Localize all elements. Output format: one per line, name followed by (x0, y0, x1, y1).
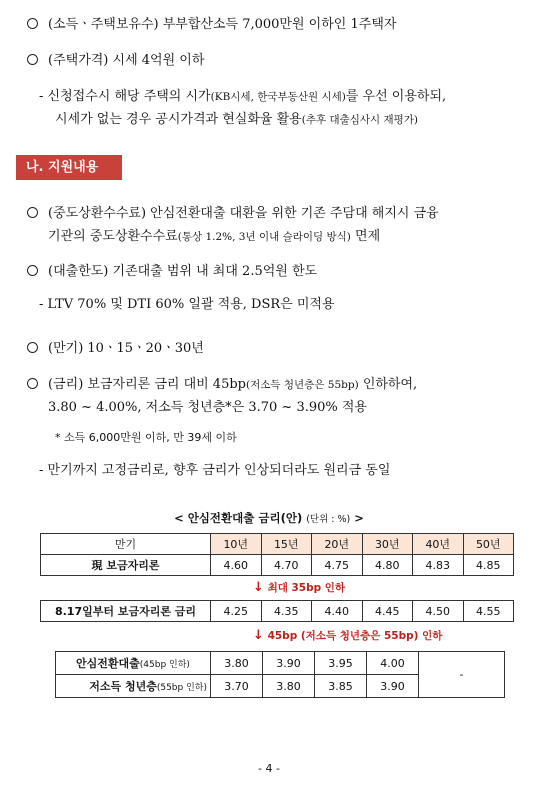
period-cell: 15년 (261, 534, 312, 555)
section-header: 나. 지원내용 (16, 155, 122, 180)
house-price-note-line1: - 신청접수시 해당 주택의 시가(KB시세, 한국부동산원 시세)를 우선 이용하되, (39, 89, 447, 104)
circle-bullet-icon (27, 342, 38, 353)
period-cell: 30년 (362, 534, 413, 555)
rate-table-middle (40, 600, 514, 622)
circle-bullet-icon (27, 378, 38, 389)
row-label: 8.17일부터 보금자리론 금리 (41, 601, 211, 622)
reduction-note-1: ↓ 최대 35bp 인하 (253, 580, 346, 595)
value-cell: 4.45 (362, 601, 413, 622)
house-price-note-line2: 시세가 없는 경우 공시가격과 현실화율 활용(추후 대출심사시 재평가) (55, 112, 419, 127)
value-cell: 3.85 (315, 675, 367, 698)
circle-bullet-icon (27, 18, 38, 29)
reduction-note-2: ↓ 45bp (저소득 청년층은 55bp) 인하 (253, 628, 443, 643)
value-cell: 3.70 (211, 675, 263, 698)
na-cell: - (419, 652, 505, 698)
loan-limit-item: (대출한도) 기존대출 범위 내 최대 2.5억원 한도 (27, 263, 317, 281)
house-price-item: (주택가격) 시세 4억원 이하 (27, 52, 204, 70)
value-cell: 4.70 (261, 555, 312, 576)
loan-limit-note: - LTV 70% 및 DTI 60% 일괄 적용, DSR은 미적용 (39, 297, 335, 312)
maturity-item: (만기) 10ㆍ15ㆍ20ㆍ30년 (27, 340, 204, 358)
prepay-fee-line2: 기관의 중도상환수수료(통상 1.2%, 3년 이내 슬라이딩 방식) 면제 (48, 229, 381, 244)
circle-bullet-icon (27, 54, 38, 65)
arrow-down-icon: ↓ (253, 628, 264, 643)
value-cell: 3.95 (315, 652, 367, 675)
value-cell: 4.75 (312, 555, 363, 576)
circle-bullet-icon (27, 207, 38, 218)
table-header-row (41, 534, 514, 555)
value-cell: 4.80 (362, 555, 413, 576)
rate-item: (금리) 보금자리론 금리 대비 45bp(저소득 청년층은 55bp) 인하하여, (27, 376, 417, 394)
header-label: 만기 (41, 534, 211, 555)
value-cell: 3.90 (263, 652, 315, 675)
circle-bullet-icon (27, 265, 38, 276)
table-title: < 안심전환대출 금리(안) (단위 : %) > (174, 511, 364, 525)
value-cell: 3.80 (263, 675, 315, 698)
fixed-rate-note: - 만기까지 고정금리로, 향후 금리가 인상되더라도 원리금 동일 (39, 463, 391, 478)
table-row (41, 601, 514, 622)
value-cell: 4.60 (211, 555, 262, 576)
row-label: 안심전환대출(45bp 인하) (56, 652, 211, 675)
period-cell: 10년 (211, 534, 262, 555)
table-row (41, 555, 514, 576)
rate-line2: 3.80 ~ 4.00%, 저소득 청년층*은 3.70 ~ 3.90% 적용 (48, 400, 367, 415)
value-cell: 3.80 (211, 652, 263, 675)
period-cell: 40년 (413, 534, 464, 555)
value-cell: 4.35 (261, 601, 312, 622)
value-cell: 4.55 (463, 601, 514, 622)
prepay-fee-item: (중도상환수수료) 안심전환대출 대환을 위한 기존 주담대 해지시 금융 (27, 205, 439, 223)
rate-table-bottom (55, 651, 505, 698)
rate-table-top (40, 533, 514, 576)
period-cell: 50년 (463, 534, 514, 555)
value-cell: 4.40 (312, 601, 363, 622)
value-cell: 3.90 (367, 675, 419, 698)
table-row (56, 652, 505, 675)
rate-footnote: * 소득 6,000만원 이하, 만 39세 이하 (55, 431, 237, 444)
period-cell: 20년 (312, 534, 363, 555)
value-cell: 4.25 (211, 601, 262, 622)
value-cell: 4.00 (367, 652, 419, 675)
row-label: 現 보금자리론 (41, 555, 211, 576)
eligibility-item: (소득ㆍ주택보유수) 부부합산소득 7,000만원 이하인 1주택자 (27, 16, 396, 34)
arrow-down-icon: ↓ (253, 580, 264, 595)
value-cell: 4.50 (413, 601, 464, 622)
value-cell: 4.85 (463, 555, 514, 576)
row-label: 저소득 청년층(55bp 인하) (56, 675, 211, 698)
page-number: - 4 - (258, 762, 280, 775)
value-cell: 4.83 (413, 555, 464, 576)
